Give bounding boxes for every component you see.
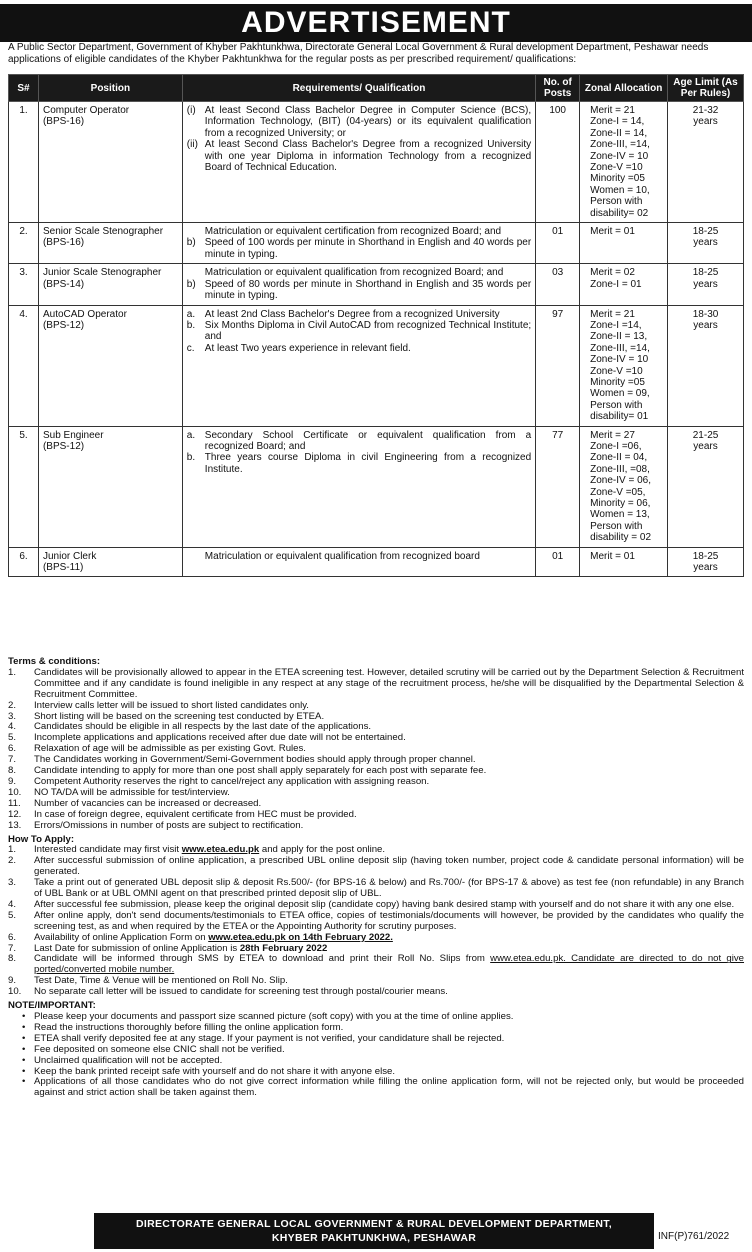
terms-list xyxy=(8,668,744,832)
item-number: 4. xyxy=(8,721,17,733)
cell-age xyxy=(668,547,744,577)
apply-text: Take a print out of generated UBL deposit slip & deposit Rs.500/- (for BPS-16 & below) and Rs.700/- (for BPS-17 & above) as test fee (non refundable) in any Branch of UBL Bank or at UBL OMNI agent on that prescribed printed deposit slip of UBL. xyxy=(34,877,744,900)
position-line: (BPS-14) xyxy=(42,278,85,290)
note-text: Please keep your documents and passport size scanned picture (soft copy) with you at the time of online applies. xyxy=(34,1011,514,1022)
cell-requirements xyxy=(182,547,535,577)
cell-requirements xyxy=(182,305,535,426)
zone-line: Zone-II = 13, xyxy=(590,331,648,343)
list-item: 4. After successful fee submission, please keep the original deposit slip (candidate copy) having bank desired stamp with yourself and do not share it with any one else. xyxy=(8,900,744,911)
cell-zonal xyxy=(580,223,668,264)
requirement-item xyxy=(187,237,531,260)
requirement-marker: a. xyxy=(186,308,196,320)
requirement-item xyxy=(187,226,531,237)
apply-text: After successful submission of online application, a prescribed UBL online deposit slip (having token number, project code & candidate personal information) will be generated. xyxy=(34,855,744,878)
requirement-marker: (i) xyxy=(186,105,196,116)
list-item: 8. Candidate will be informed through SMS by ETEA to download and print their Roll No. Slips from www.etea.edu.pk. Candidate are directed to do not give ported/converted mobile number. xyxy=(8,953,745,976)
bullet-icon: • xyxy=(22,1032,26,1044)
header-posts: No. of Posts xyxy=(536,75,580,102)
note-text: Read the instructions thoroughly before filling the online application form. xyxy=(34,1021,344,1033)
age-line: years xyxy=(693,237,718,249)
term-text: Candidates should be eligible in all respects by the last date of the applications. xyxy=(34,721,372,733)
cell-zonal xyxy=(580,102,668,223)
requirement-text: Three years course Diploma in civil Engineering from a recognized Institute. xyxy=(204,452,532,475)
requirement-marker xyxy=(187,226,205,237)
apply-text: Test Date, Time & Venue will be mentioned on Roll No. Slip. xyxy=(34,975,288,987)
cell-position xyxy=(38,426,182,547)
position-line: (BPS-12) xyxy=(42,319,85,331)
zone-line: Person with disability = 02 xyxy=(590,520,652,544)
item-number: 10. xyxy=(8,786,22,798)
requirement-marker xyxy=(187,551,205,562)
list-item: 7. Last Date for submission of online Application is 28th February 2022 xyxy=(8,942,328,954)
cell-sno: 6. xyxy=(9,547,39,577)
term-text: Number of vacancies can be increased or decreased. xyxy=(34,797,262,809)
list-item xyxy=(8,701,744,712)
list-item: 10. No separate call letter will be issued to candidate for screening test through postal/courier means. xyxy=(8,987,744,998)
list-item xyxy=(8,821,744,832)
apply-list xyxy=(8,845,744,998)
intro-paragraph: A Public Sector Department, Government of Khyber Pakhtunkhwa, Directorate General Local Government & Rural development Department, Peshawar needs applications of eligible candidates of the Khyber Pakhtunkhwa for the regular posts as per prescribed requirement/ qualifications: xyxy=(8,42,709,65)
requirement-text: Matriculation or equivalent qualification from recognized Board; and xyxy=(204,267,504,279)
zone-line: Zone-V =10 xyxy=(590,365,643,377)
apply-text: Availability of online Application Form on xyxy=(34,931,209,943)
list-item: 2. After successful submission of online application, a prescribed UBL online deposit slip (having token number, project code & candidate personal information) will be generated. xyxy=(8,855,744,878)
term-text: Candidates will be provisionally allowed to appear in the ETEA screening test. However, detailed scrutiny will be carried out by the Department Selection & Recruitment Committee and if any candidate is found ineligible in any respect at any stage of the recruitment process, he/she will be disqualified by the Departmental Selection & Recruitment Committee. xyxy=(34,666,744,700)
zone-line: Zone-III, =14, xyxy=(590,139,650,151)
requirement-text: At least 2nd Class Bachelor's Degree from a recognized University xyxy=(204,308,500,320)
apply-text: Last Date for submission of online Application is xyxy=(34,942,240,954)
zone-line: Zone-IV = 06, xyxy=(590,475,652,487)
apply-text: After successful fee submission, please keep the original deposit slip (candidate copy) having bank desired stamp with yourself and do not share it with any one else. xyxy=(34,898,735,910)
cell-posts: 100 xyxy=(536,102,580,223)
cell-age xyxy=(668,426,744,547)
note-list xyxy=(8,1012,744,1099)
note-text: Fee deposited on someone else CNIC shall not be verified. xyxy=(34,1043,285,1055)
apply-text: After online apply, don't send documents/testimonials to ETEA office, copies of testimonials/documents will however, be provided by the candidates who qualify the screening test, as and when required by the ETEA or the Appointing Authority for scrutiny purposes. xyxy=(34,909,744,932)
footer-line-1: DIRECTORATE GENERAL LOCAL GOVERNMENT & RURAL DEVELOPMENT DEPARTMENT, xyxy=(135,1218,612,1230)
cell-position xyxy=(38,102,182,223)
item-number: 5. xyxy=(8,732,17,744)
cell-requirements xyxy=(182,426,535,547)
page-title: ADVERTISEMENT xyxy=(0,4,752,42)
zone-line: Person with disability= 02 xyxy=(590,196,649,219)
requirement-item xyxy=(187,105,531,139)
cell-position xyxy=(38,305,182,426)
cell-age xyxy=(668,223,744,264)
position-line: Senior Scale Stenographer xyxy=(42,226,164,238)
bullet-icon: • xyxy=(22,1011,26,1022)
cell-age xyxy=(668,264,744,305)
table-header-row xyxy=(9,75,744,102)
apply-text: No separate call letter will be issued to candidate for screening test through postal/courier means. xyxy=(34,986,448,998)
cell-posts: 01 xyxy=(536,547,580,577)
requirement-item xyxy=(187,452,531,475)
requirement-item xyxy=(187,551,531,562)
cell-position xyxy=(38,547,182,577)
age-line: years xyxy=(693,116,718,128)
list-item xyxy=(8,1077,744,1099)
zone-line: Merit = 21 xyxy=(590,308,635,320)
cell-posts: 97 xyxy=(536,305,580,426)
age-line: years xyxy=(693,319,718,331)
table-row xyxy=(9,426,744,547)
zone-line: Zone-III, =08, xyxy=(590,463,650,475)
zone-line: Zone-III, =14, xyxy=(590,342,650,354)
requirement-item xyxy=(187,343,531,354)
position-line: (BPS-16) xyxy=(42,237,85,249)
apply-text: and apply for the post online. xyxy=(259,844,386,856)
requirement-item xyxy=(187,267,531,278)
header-zonal: Zonal Allocation xyxy=(580,75,668,102)
list-item: 9. Test Date, Time & Venue will be mentioned on Roll No. Slip. xyxy=(8,976,744,987)
zone-line: Minority =05 xyxy=(590,173,645,185)
term-text: Interview calls letter will be issued to short listed candidates only. xyxy=(34,699,309,711)
requirement-text: Speed of 100 words per minute in Shorthand in English and 40 words per minute in typing. xyxy=(204,237,532,260)
age-line: years xyxy=(693,440,718,452)
list-item: 3. Take a print out of generated UBL deposit slip & deposit Rs.500/- (for BPS-16 & below) and Rs.700/- (for BPS-17 & above) as test fee (non refundable) in any Branch of UBL Bank or at UBL OMNI agent on that prescribed printed deposit slip of UBL. xyxy=(8,877,744,900)
list-item: 6. Availability of online Application Form on www.etea.edu.pk on 14th February 2022. xyxy=(8,931,393,943)
term-text: The Candidates working in Government/Semi-Government bodies should apply through proper channel. xyxy=(34,754,476,766)
requirement-item xyxy=(187,279,531,302)
apply-text: Candidate will be informed through SMS by ETEA to download and print their Roll No. Slips from xyxy=(34,953,491,965)
term-text: Candidate intending to apply for more than one post shall apply separately for each post with separate fee. xyxy=(34,765,487,777)
note-text: ETEA shall verify deposited fee at any stage. If your payment is not verified, your candidature shall be rejected. xyxy=(34,1032,505,1044)
cell-age xyxy=(668,102,744,223)
item-number: 13. xyxy=(8,819,22,831)
position-line: (BPS-12) xyxy=(42,440,85,452)
cell-posts: 03 xyxy=(536,264,580,305)
item-number: 8. xyxy=(8,765,17,777)
list-item xyxy=(8,1045,744,1056)
cell-sno: 5. xyxy=(9,426,39,547)
terms-heading: Terms & conditions: xyxy=(8,656,101,667)
etea-link[interactable]: www.etea.edu.pk. Candidate are directed to do not give ported/converted mobile number. xyxy=(34,953,745,976)
zone-line: Zone-I = 14, xyxy=(590,116,645,128)
footer-line-2: KHYBER PAKHTUNKHWA, PESHAWAR xyxy=(271,1232,477,1244)
cell-sno: 4. xyxy=(9,305,39,426)
item-number: 3. xyxy=(8,710,17,722)
apply-heading: How To Apply: xyxy=(8,833,75,845)
zone-line: Zone-IV = 10 xyxy=(590,354,649,366)
position-line: (BPS-11) xyxy=(42,562,84,574)
cell-sno: 2. xyxy=(9,223,39,264)
note-text: Applications of all those candidates who do not give correct information while filling the online application form, will not be rejected only, but would be proceeded against and strict action shall be taken against them. xyxy=(34,1076,744,1099)
age-line: 18-25 xyxy=(692,550,719,562)
requirement-item xyxy=(187,309,531,320)
cell-position xyxy=(38,264,182,305)
requirement-text: At least Second Class Bachelor Degree in Computer Science (BCS), Information Technology, (BIT) (04-years) or its equivalent qualification from a recognized University; or xyxy=(204,105,532,139)
zone-line: Merit = 01 xyxy=(590,226,635,238)
etea-link[interactable]: www.etea.edu.pk on 14th February 2022. xyxy=(208,931,393,943)
cell-zonal xyxy=(580,264,668,305)
requirement-item xyxy=(187,139,531,173)
zone-line: Women = 09, xyxy=(590,388,650,400)
note-heading: NOTE/IMPORTANT: xyxy=(8,1000,96,1012)
item-number: 6. xyxy=(8,743,17,755)
requirement-marker: c. xyxy=(186,342,195,354)
bullet-icon: • xyxy=(22,1076,26,1088)
zone-line: Merit = 27 xyxy=(590,429,635,441)
zone-line: Zone-I = 01 xyxy=(590,278,642,290)
age-line: 21-25 xyxy=(692,429,719,441)
list-item xyxy=(8,668,744,701)
position-line: Junior Clerk xyxy=(42,550,97,562)
etea-link[interactable]: www.etea.edu.pk xyxy=(181,844,260,856)
table-row xyxy=(9,547,744,577)
requirement-marker xyxy=(187,267,205,278)
requirement-text: At least Two years experience in relevant field. xyxy=(204,342,411,354)
term-text: Short listing will be based on the screening test conducted by ETEA. xyxy=(34,710,325,722)
item-number: 1. xyxy=(8,666,17,678)
note-text: Unclaimed qualification will not be accepted. xyxy=(34,1054,223,1066)
position-line: Junior Scale Stenographer xyxy=(42,267,162,279)
cell-position xyxy=(38,223,182,264)
requirement-text: At least Second Class Bachelor's Degree from a recognized University with one year Diploma in information Technology from a recognized Board of Technical Education. xyxy=(204,139,532,174)
requirement-text: Speed of 80 words per minute in Shorthand in English and 35 words per minute in typing. xyxy=(204,278,532,302)
zone-line: Zone-I =14, xyxy=(590,319,642,331)
zone-line: Merit = 21 xyxy=(590,105,635,116)
zone-line: Person with disability= 01 xyxy=(590,399,649,423)
list-item: 5. After online apply, don't send documents/testimonials to ETEA office, copies of testimonials/documents will however, be provided by the candidates who qualify the screening test, as and when required by the ETEA or the Appointing Authority for scrutiny purposes. xyxy=(8,909,744,932)
list-item: 1. Interested candidate may first visit www.etea.edu.pk and apply for the post online. xyxy=(8,844,386,856)
bullet-icon: • xyxy=(22,1065,26,1077)
requirement-marker: b. xyxy=(186,452,196,464)
position-line: Sub Engineer xyxy=(42,429,104,441)
cell-age xyxy=(668,305,744,426)
header-position: Position xyxy=(38,75,182,102)
zone-line: Merit = 01 xyxy=(590,550,635,562)
bullet-icon: • xyxy=(22,1043,26,1055)
list-item xyxy=(8,810,744,821)
cell-requirements xyxy=(182,264,535,305)
requirement-marker: b. xyxy=(186,319,196,331)
item-number: 12. xyxy=(8,808,22,820)
position-line: AutoCAD Operator xyxy=(42,308,127,320)
requirement-marker: b) xyxy=(186,278,196,290)
cell-zonal xyxy=(580,426,668,547)
requirement-marker: b) xyxy=(186,237,196,249)
term-text: Incomplete applications and applications received after due date will not be entertained. xyxy=(34,732,406,744)
note-text: Keep the bank printed receipt safe with yourself and do not share it with anyone else. xyxy=(34,1065,396,1077)
header-sno: S# xyxy=(9,75,39,102)
position-line: (BPS-16) xyxy=(42,116,85,128)
cell-zonal xyxy=(580,305,668,426)
item-number: 7. xyxy=(8,754,17,766)
cell-posts: 77 xyxy=(536,426,580,547)
age-line: years xyxy=(693,562,718,574)
requirement-item xyxy=(187,430,531,453)
zone-line: Zone-II = 14, xyxy=(590,127,648,139)
zone-line: Women = 10, xyxy=(590,184,650,196)
age-line: years xyxy=(693,278,718,290)
zone-line: Zone-V =05, xyxy=(590,486,646,498)
footer-banner xyxy=(94,1213,654,1249)
requirement-marker: a. xyxy=(186,429,196,441)
zone-line: Zone-IV = 10 xyxy=(590,150,649,162)
cell-posts: 01 xyxy=(536,223,580,264)
table-row xyxy=(9,305,744,426)
reference-number: INF(P)761/2022 xyxy=(658,1231,730,1242)
zone-line: Zone-II = 04, xyxy=(590,452,648,464)
header-requirements: Requirements/ Qualification xyxy=(182,75,535,102)
cell-sno: 1. xyxy=(9,102,39,223)
term-text: In case of foreign degree, equivalent certificate from HEC must be provided. xyxy=(34,808,357,820)
cell-zonal xyxy=(580,547,668,577)
requirement-text: Six Months Diploma in Civil AutoCAD from recognized Technical Institute; and xyxy=(204,319,532,343)
position-line: Computer Operator xyxy=(42,105,130,116)
cell-requirements xyxy=(182,223,535,264)
bullet-icon: • xyxy=(22,1021,26,1033)
age-line: 18-25 xyxy=(692,267,719,279)
list-item xyxy=(8,1056,744,1067)
zone-line: Merit = 02 xyxy=(590,267,635,279)
item-number: 9. xyxy=(8,775,17,787)
header-age: Age Limit (As Per Rules) xyxy=(668,75,744,102)
requirement-text: Matriculation or equivalent certification from recognized Board; and xyxy=(204,226,502,238)
term-text: Errors/Omissions in number of posts are subject to rectification. xyxy=(34,819,304,831)
zone-line: Women = 13, xyxy=(590,509,650,521)
apply-text: Interested candidate may first visit xyxy=(34,844,182,856)
requirement-item xyxy=(187,320,531,343)
table-row xyxy=(9,264,744,305)
bullet-icon: • xyxy=(22,1054,26,1066)
item-number: 11. xyxy=(8,797,21,809)
term-text: Relaxation of age will be admissible as per existing Govt. Rules. xyxy=(34,743,306,755)
requirement-marker: (ii) xyxy=(186,139,198,151)
age-line: 21-32 xyxy=(692,105,719,116)
zone-line: Zone-V =10 xyxy=(590,162,643,174)
term-text: Competent Authority reserves the right to cancel/reject any application with assigning reason. xyxy=(34,775,430,787)
age-line: 18-25 xyxy=(692,226,719,238)
age-line: 18-30 xyxy=(692,308,719,320)
last-date: 28th February 2022 xyxy=(239,942,328,954)
posts-table xyxy=(8,74,744,577)
zone-line: Minority = 06, xyxy=(590,498,651,509)
requirement-text: Matriculation or equivalent qualification from recognized board xyxy=(204,550,480,562)
requirement-text: Secondary School Certificate or equivalent qualification from a recognized Board; and xyxy=(204,429,532,452)
cell-requirements xyxy=(182,102,535,223)
table-row xyxy=(9,223,744,264)
conditions-section xyxy=(8,657,744,1099)
term-text: NO TA/DA will be admissible for test/interview. xyxy=(34,786,230,798)
item-number: 2. xyxy=(8,699,17,711)
zone-line: Zone-I =06, xyxy=(590,440,642,452)
table-row xyxy=(9,102,744,223)
cell-sno: 3. xyxy=(9,264,39,305)
zone-line: Minority =05 xyxy=(590,376,645,388)
